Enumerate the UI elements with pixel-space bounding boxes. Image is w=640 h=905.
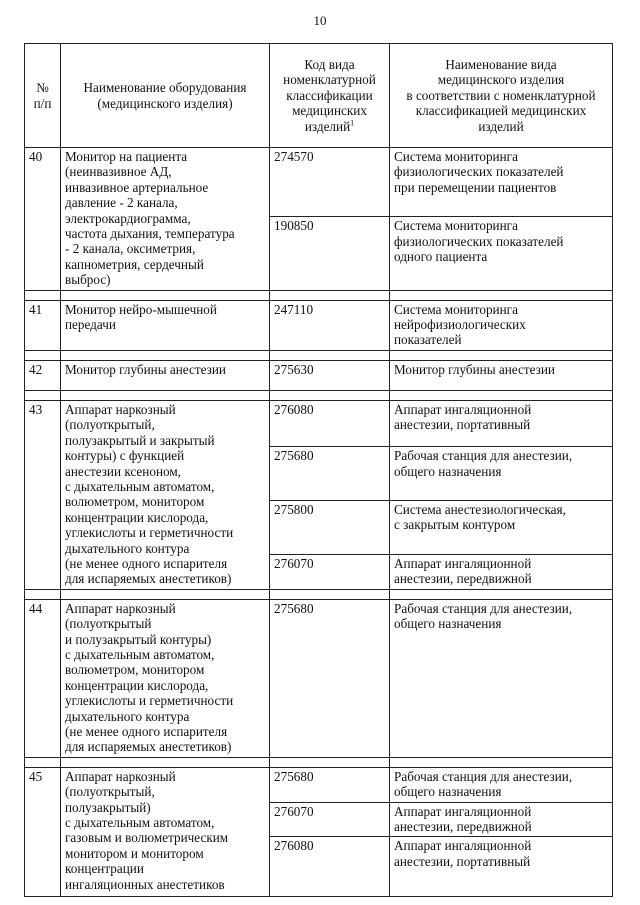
nomenclature-code: 276080: [270, 837, 390, 897]
row-separator: [25, 589, 613, 599]
header-number-line: №: [36, 80, 49, 96]
header-code-line: классификации: [286, 87, 373, 103]
cell-line: Аппарат наркозный: [65, 768, 176, 784]
table-header-row: [25, 44, 613, 148]
cell-line: концентрации кислорода,: [65, 677, 209, 693]
nomenclature-code: 275680: [270, 599, 390, 757]
cell-line: Монитор на пациента: [65, 149, 188, 164]
cell-line: Рабочая станция для анестезии,: [394, 768, 573, 784]
classification-name: [390, 400, 613, 447]
classification-name: [390, 447, 613, 501]
cell-line: дыхательного контура: [65, 708, 190, 724]
cell-line: ингаляционных анестетиков: [65, 876, 225, 892]
classification-name: [390, 300, 613, 350]
cell-line: с закрытым контуром: [394, 517, 516, 533]
table-body: [25, 148, 613, 897]
table-row: [25, 599, 613, 757]
nomenclature-code: 276080: [270, 400, 390, 447]
header-code-line: Код вида: [304, 56, 355, 72]
equipment-table: [24, 43, 613, 897]
nomenclature-code: 275630: [270, 360, 390, 390]
header-code-line: медицинских: [292, 103, 367, 119]
separator-cell: [270, 757, 390, 767]
cell-line: для испаряемых анестетиков): [65, 571, 232, 587]
nomenclature-code: 247110: [270, 300, 390, 350]
cell-line: (не менее одного испарителя: [65, 555, 228, 571]
cell-line: с дыхательным автоматом,: [65, 478, 215, 494]
separator-cell: [61, 350, 270, 360]
cell-line: для испаряемых анестетиков): [65, 739, 232, 755]
footnote-marker: 1: [350, 118, 355, 128]
nomenclature-code: 276070: [270, 802, 390, 837]
nomenclature-code: 274570: [270, 148, 390, 217]
separator-cell: [270, 589, 390, 599]
cell-line: с дыхательным автоматом,: [65, 646, 215, 662]
separator-cell: [390, 290, 613, 300]
separator-cell: [25, 757, 61, 767]
cell-line: анестезии, портативный: [394, 417, 531, 433]
separator-cell: [61, 390, 270, 400]
cell-line: Рабочая станция для анестезии,: [394, 600, 573, 616]
row-number: 40: [25, 148, 61, 291]
separator-cell: [61, 290, 270, 300]
row-separator: [25, 757, 613, 767]
cell-line: (полуоткрытый,: [65, 784, 155, 800]
cell-line: передачи: [65, 317, 116, 333]
row-number: 41: [25, 300, 61, 350]
cell-line: Система анестезиологическая,: [394, 501, 566, 517]
cell-line: анестезии ксеноном,: [65, 463, 181, 479]
row-number: 42: [25, 360, 61, 390]
header-name-line: Наименование оборудования: [83, 80, 247, 96]
cell-line: полузакрытый и закрытый: [65, 432, 215, 448]
cell-line: с дыхательным автоматом,: [65, 815, 215, 831]
classification-name: [390, 217, 613, 290]
cell-line: физиологических показателей: [394, 233, 564, 249]
separator-cell: [61, 757, 270, 767]
cell-line: частота дыхания, температура: [65, 226, 235, 242]
table-row: [25, 400, 613, 447]
separator-cell: [25, 290, 61, 300]
cell-line: Аппарат наркозный: [65, 600, 176, 616]
cell-line: давление - 2 канала,: [65, 195, 178, 211]
table-row: [25, 148, 613, 217]
classification-name: [390, 554, 613, 589]
page-number: 10: [313, 13, 327, 28]
header-class-line: изделий: [478, 118, 524, 134]
equipment-name: [61, 400, 270, 589]
cell-line: волюметром, монитором: [65, 494, 205, 510]
row-separator: [25, 390, 613, 400]
cell-line: Аппарат ингаляционной: [394, 803, 532, 819]
row-number: 45: [25, 767, 61, 897]
table-row: [25, 300, 613, 350]
cell-line: одного пациента: [394, 249, 488, 265]
cell-line: Монитор глубины анестезии: [65, 361, 226, 377]
cell-line: Монитор глубины анестезии: [394, 361, 555, 377]
cell-line: (полуоткрытый,: [65, 417, 155, 433]
cell-line: Аппарат наркозный: [65, 401, 176, 417]
nomenclature-code: 190850: [270, 217, 390, 290]
cell-line: показателей: [394, 332, 462, 348]
cell-line: при перемещении пациентов: [394, 179, 557, 195]
cell-line: Рабочая станция для анестезии,: [394, 448, 573, 464]
cell-line: нейрофизиологических: [394, 317, 526, 333]
header-number: [25, 44, 61, 148]
header-code-word: изделий: [304, 118, 351, 134]
separator-cell: [270, 290, 390, 300]
cell-line: выброс): [65, 272, 111, 288]
separator-cell: [61, 589, 270, 599]
header-equipment-name: [61, 44, 270, 148]
cell-line: - 2 канала, оксиметрия,: [65, 241, 196, 257]
separator-cell: [270, 350, 390, 360]
cell-line: дыхательного контура: [65, 540, 190, 556]
row-separator: [25, 350, 613, 360]
cell-line: анестезии, передвижной: [394, 819, 532, 835]
cell-line: концентрации: [65, 861, 144, 877]
equipment-name: [61, 767, 270, 897]
cell-line: (полуоткрытый: [65, 616, 152, 632]
cell-line: Система мониторинга: [394, 149, 518, 164]
header-code-line: номенклатурной: [283, 72, 376, 88]
equipment-name: [61, 300, 270, 350]
nomenclature-code: 275800: [270, 500, 390, 554]
cell-line: анестезии, передвижной: [394, 570, 532, 586]
cell-line: полузакрытый): [65, 799, 151, 815]
classification-name: [390, 360, 613, 390]
classification-name: [390, 837, 613, 897]
header-class-line: медицинского изделия: [437, 72, 565, 88]
equipment-name: [61, 148, 270, 291]
table-row: [25, 360, 613, 390]
cell-line: Система мониторинга: [394, 301, 518, 317]
cell-line: (не менее одного испарителя: [65, 724, 228, 739]
row-number: 44: [25, 599, 61, 757]
cell-line: (неинвазивное АД,: [65, 164, 172, 180]
cell-line: электрокардиограмма,: [65, 210, 191, 226]
row-number: 43: [25, 400, 61, 589]
cell-line: Аппарат ингаляционной: [394, 555, 532, 571]
separator-cell: [25, 390, 61, 400]
cell-line: анестезии, портативный: [394, 853, 531, 869]
nomenclature-code: 276070: [270, 554, 390, 589]
header-code-line-last: [273, 119, 386, 134]
cell-line: газовым и волюметрическим: [65, 830, 229, 846]
cell-line: углекислоты и герметичности: [65, 693, 234, 709]
header-code: [270, 44, 390, 148]
header-classification: [390, 44, 613, 148]
header-name-line: (медицинского изделия): [97, 95, 233, 111]
cell-line: углекислоты и герметичности: [65, 525, 234, 541]
header-class-line: классификацией медицинских: [415, 103, 587, 119]
separator-cell: [390, 589, 613, 599]
classification-name: [390, 599, 613, 757]
classification-name: [390, 500, 613, 554]
classification-name: [390, 802, 613, 837]
cell-line: Аппарат ингаляционной: [394, 838, 532, 854]
nomenclature-code: 275680: [270, 767, 390, 802]
cell-line: контуры) с функцией: [65, 448, 185, 464]
cell-line: капнометрия, сердечный: [65, 256, 204, 272]
cell-line: общего назначения: [394, 784, 502, 800]
classification-name: [390, 767, 613, 802]
separator-cell: [390, 390, 613, 400]
cell-line: Аппарат ингаляционной: [394, 401, 532, 417]
cell-line: концентрации кислорода,: [65, 509, 209, 525]
row-separator: [25, 290, 613, 300]
cell-line: инвазивное артериальное: [65, 179, 209, 195]
separator-cell: [390, 350, 613, 360]
cell-line: и полузакрытый контуры): [65, 631, 212, 647]
cell-line: волюметром, монитором: [65, 662, 205, 678]
equipment-name: [61, 599, 270, 757]
cell-line: общего назначения: [394, 616, 502, 632]
header-class-line: в соответствии с номенклатурной: [406, 87, 596, 103]
header-class-line: Наименование вида: [445, 56, 557, 72]
cell-line: физиологических показателей: [394, 164, 564, 180]
cell-line: Система мониторинга: [394, 218, 518, 234]
cell-line: общего назначения: [394, 463, 502, 479]
header-number-line: п/п: [33, 95, 52, 111]
separator-cell: [390, 757, 613, 767]
cell-line: Монитор нейро-мышечной: [65, 301, 217, 317]
cell-line: монитором и монитором: [65, 845, 204, 861]
equipment-name: [61, 360, 270, 390]
separator-cell: [25, 589, 61, 599]
separator-cell: [25, 350, 61, 360]
nomenclature-code: 275680: [270, 447, 390, 501]
table-row: [25, 767, 613, 802]
classification-name: [390, 148, 613, 217]
separator-cell: [270, 390, 390, 400]
